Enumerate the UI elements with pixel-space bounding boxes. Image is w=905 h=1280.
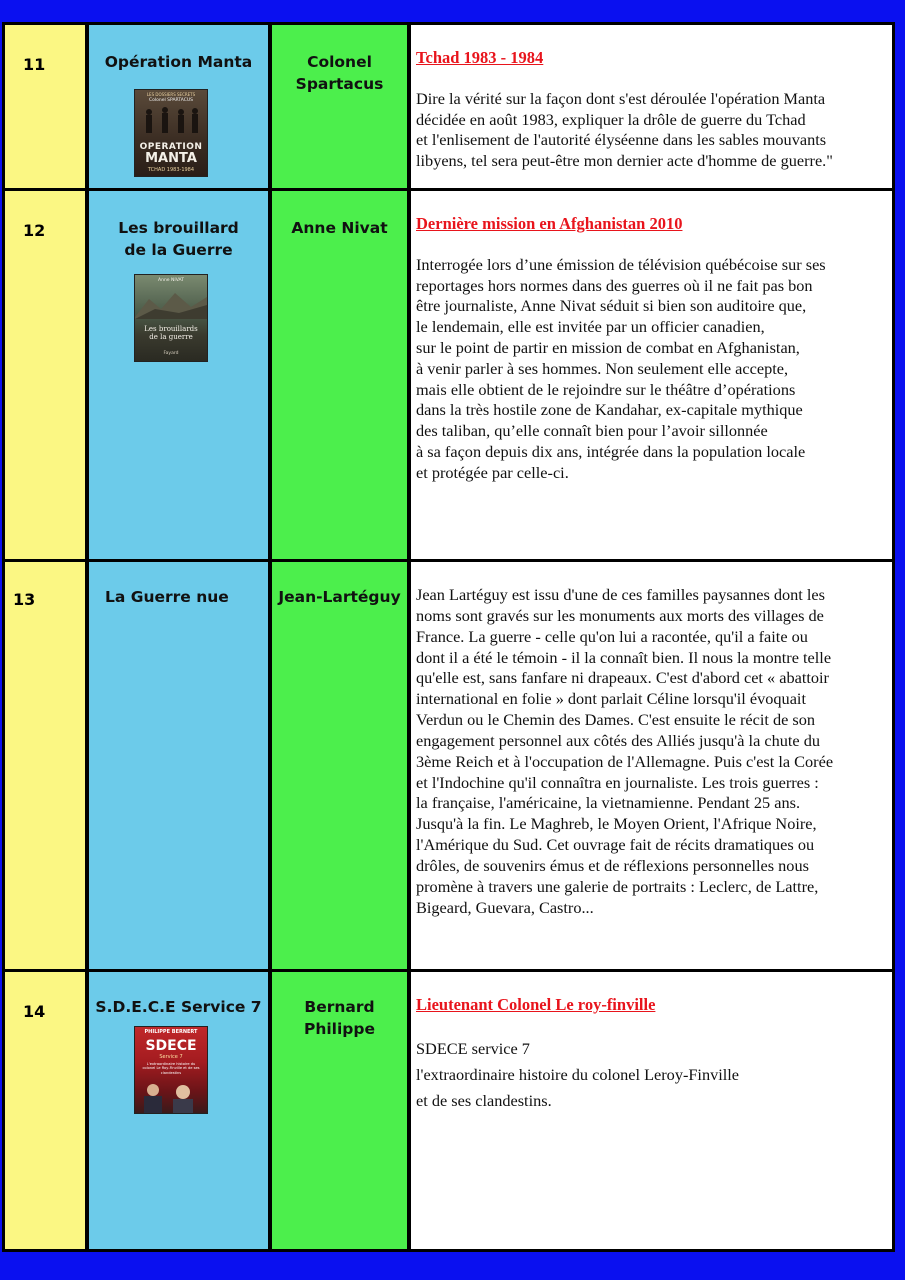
book-table — [2, 22, 895, 1252]
author-cell — [272, 972, 407, 1249]
description — [416, 585, 884, 919]
mountain-landscape-illustration — [135, 289, 207, 319]
number-cell — [5, 972, 85, 1249]
author-cell — [272, 562, 407, 969]
book-title: Opération Manta — [104, 53, 253, 71]
book-cover-image — [134, 274, 208, 362]
cover-subtitle: TCHAD 1983-1984 — [147, 167, 195, 173]
table-row — [2, 25, 895, 188]
description-text: Interrogée lors d’une émission de télévision québécoise sur ses reportages hors normes dans des guerres où il ne fait pas bon être journaliste, Anne Nivat séduit si bien son auditoire que, le lendemain, elle est invitée par un officier canadien, sur le point de partir en mission de combat en Afghanistan, à venir parler à ses hommes. Non seulement elle accepte, mais elle obtient de le rejoindre sur le théâtre d’opérations dans la très hostile zone de Kandahar, ex-capitale mythique des taliban, qu’elle connaît bien pour l’avoir sillonnée à sa façon depuis dix ans, intégrée dans la population locale et protégée par celle-ci. — [416, 254, 826, 482]
description-text: SDECE service 7 l'extraordinaire histoire du colonel Leroy-Finville et de ses clandestins. — [416, 1038, 740, 1110]
book-cover-image — [134, 1026, 208, 1114]
description-cell — [411, 25, 892, 188]
description — [416, 995, 884, 1114]
portrait-illustration — [135, 1080, 207, 1114]
number-cell — [5, 562, 85, 969]
cover-title-line2: de la guerre — [149, 333, 193, 341]
cover-title-line2: MANTA — [145, 151, 197, 166]
description-cell — [411, 562, 892, 969]
description — [416, 48, 884, 172]
title-cell — [89, 25, 268, 188]
cover-publisher: Fayard — [163, 351, 179, 356]
title-cell — [89, 562, 268, 969]
author-name: Bernard Philippe — [303, 998, 376, 1038]
author-name: Anne Nivat — [291, 219, 388, 237]
cover-title-line1: SDECE — [145, 1038, 197, 1054]
title-cell — [89, 191, 268, 559]
cover-title-line1: OPERATION — [139, 142, 203, 152]
author-name: Jean-Lartéguy — [278, 588, 401, 606]
soldiers-illustration — [135, 104, 207, 144]
author-cell — [272, 25, 407, 188]
table-row — [2, 972, 895, 1249]
row-number: 13 — [13, 590, 36, 609]
cover-author: Anne NIVAT — [158, 278, 184, 283]
cover-series: LES DOSSIERS SECRETS — [146, 92, 196, 97]
table-row — [2, 562, 895, 969]
number-cell — [5, 191, 85, 559]
cover-subtitle: L'extraordinaire histoire du colonel Le Roy-Finville et de ses clandestins — [142, 1062, 200, 1075]
description-text: Jean Lartéguy est issu d'une de ces familles paysannes dont les noms sont gravés sur les monuments aux morts des villages de France. La guerre - celle qu'on lui a racontée, qu'il a faite ou dont il a été le témoin - il la connaît bien. Il nous la montre telle qu'elle est, sans fanfare ni drapeaux. C'est d'abord cet « abattoir international en folie » dont parlait Céline lorsqu'il évoquait Verdun ou le Chemin des Dames. C'est ensuite le récit de son engagement personnel aux côtés des Alliés jusqu'à la chute du 3ème Reich et à l'occupation de l'Allemagne. Puis c'est la Corée et l'Indochine qu'il connaîtra en journaliste. Les trois guerres : la française, l'américaine, la vietnamienne. Pendant 25 ans. Jusqu'à la fin. Le Maghreb, le Moyen Orient, l'Afrique Noire, l'Amérique du Sud. Cet ouvrage fait de récits dramatiques ou drôles, de souvenirs émus et de réflexions personnelles nous promène à travers une galerie de portraits : Leclerc, de Lattre, Bigeard, Guevara, Castro... — [416, 585, 834, 917]
description — [416, 214, 884, 484]
description-text: Dire la vérité sur la façon dont s'est déroulée l'opération Manta décidée en août 1983, expliquer la drôle de guerre du Tchad et l'enlisement de l'autorité élyséenne dans les sables mouvants libyens, tel sera peut-être mon dernier acte d'homme de guerre." — [416, 88, 833, 171]
cover-author: PHILIPPE BERNERT — [144, 1029, 198, 1035]
title-cell — [89, 972, 268, 1249]
cover-title-line2: Service 7 — [159, 1054, 183, 1060]
table-row — [2, 191, 895, 559]
description-cell — [411, 191, 892, 559]
book-cover-image — [134, 89, 208, 177]
cover-title-line1: Les brouillards — [144, 325, 198, 333]
book-title: Les brouillard de la Guerre — [118, 219, 239, 259]
description-heading: Tchad 1983 - 1984 — [416, 48, 544, 67]
number-cell — [5, 25, 85, 188]
author-name: Colonel Spartacus — [295, 53, 384, 93]
row-number: 11 — [23, 55, 46, 74]
book-title: La Guerre nue — [105, 588, 229, 606]
cover-author: Colonel SPARTACUS — [148, 98, 194, 103]
row-number: 12 — [23, 221, 46, 240]
description-heading: Lieutenant Colonel Le roy-finville — [416, 995, 656, 1014]
description-cell — [411, 972, 892, 1249]
author-cell — [272, 191, 407, 559]
description-heading: Dernière mission en Afghanistan 2010 — [416, 214, 683, 233]
book-title: S.D.E.C.E Service 7 — [95, 998, 262, 1016]
row-number: 14 — [23, 1002, 46, 1021]
